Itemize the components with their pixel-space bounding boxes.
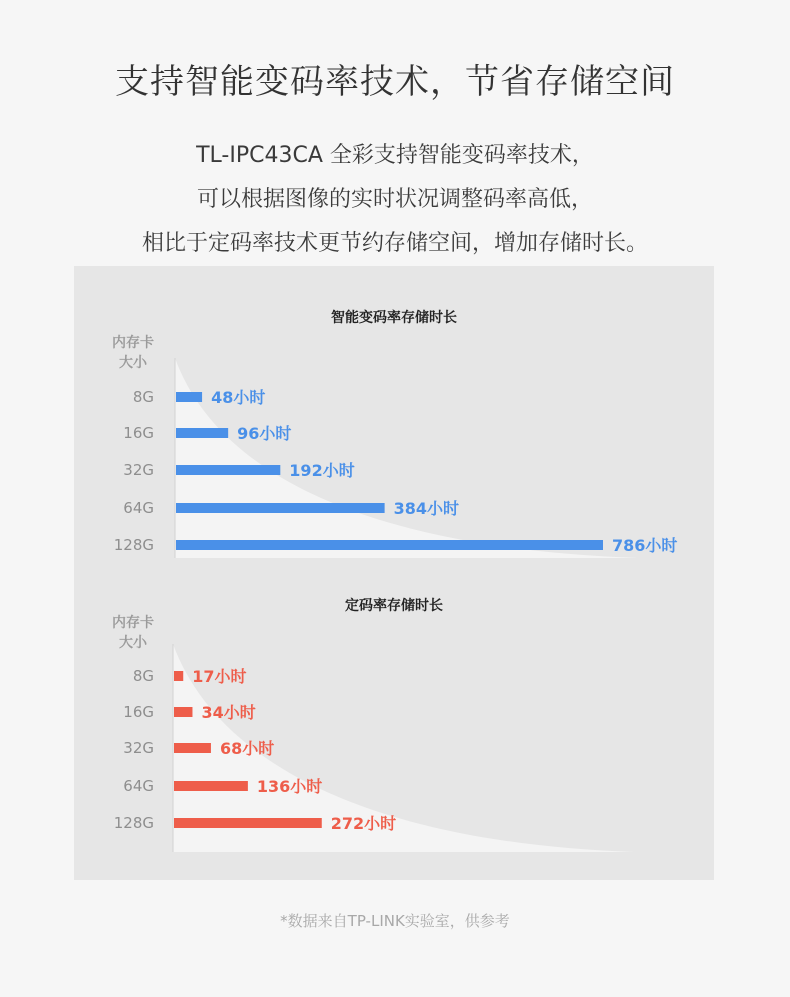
chart-panel bbox=[74, 266, 714, 880]
bar bbox=[174, 743, 211, 753]
y-axis-label: 大小 bbox=[119, 635, 147, 651]
charts-canvas bbox=[74, 266, 714, 880]
category-label: 128G bbox=[113, 536, 154, 554]
data-label: 48小时 bbox=[211, 388, 266, 407]
category-label: 8G bbox=[132, 667, 154, 685]
category-label: 8G bbox=[132, 388, 154, 406]
data-label: 272小时 bbox=[330, 814, 397, 833]
category-label: 32G bbox=[123, 461, 154, 479]
description-line: 相比于定码率技术更节约存储空间，增加存储时长。 bbox=[141, 231, 648, 256]
category-label: 32G bbox=[123, 739, 154, 757]
footnote: *数据来自TP-LINK实验室，供参考 bbox=[280, 912, 510, 930]
data-label: 17小时 bbox=[192, 667, 247, 686]
chart-title: 智能变码率存储时长 bbox=[331, 310, 457, 326]
category-label: 64G bbox=[123, 777, 154, 795]
bar bbox=[174, 781, 248, 791]
description bbox=[0, 134, 790, 266]
chart-title: 定码率存储时长 bbox=[345, 598, 443, 614]
data-label: 192小时 bbox=[289, 461, 355, 480]
category-label: 128G bbox=[113, 814, 154, 832]
page-title: 支持智能变码率技术，节省存储空间 bbox=[115, 62, 675, 102]
category-label: 16G bbox=[123, 424, 154, 442]
y-axis-label: 内存卡 bbox=[112, 615, 154, 631]
category-label: 16G bbox=[123, 703, 154, 721]
description-line: TL-IPC43CA 全彩支持智能变码率技术， bbox=[196, 143, 594, 168]
description-line: 可以根据图像的实时状况调整码率高低， bbox=[196, 187, 593, 212]
data-label: 384小时 bbox=[393, 499, 460, 518]
bar bbox=[176, 540, 603, 550]
category-label: 64G bbox=[123, 499, 154, 517]
data-label: 96小时 bbox=[237, 424, 292, 443]
bar bbox=[176, 503, 385, 513]
data-label: 68小时 bbox=[219, 739, 275, 758]
bar bbox=[176, 392, 202, 402]
bar bbox=[176, 465, 280, 475]
bar bbox=[174, 818, 322, 828]
y-axis-label: 内存卡 bbox=[112, 335, 154, 351]
bar bbox=[174, 671, 183, 681]
bar bbox=[176, 428, 228, 438]
y-axis-label: 大小 bbox=[119, 355, 147, 371]
data-label: 786小时 bbox=[612, 536, 678, 555]
bar bbox=[174, 707, 192, 717]
data-label: 34小时 bbox=[201, 703, 256, 722]
data-label: 136小时 bbox=[256, 777, 323, 796]
